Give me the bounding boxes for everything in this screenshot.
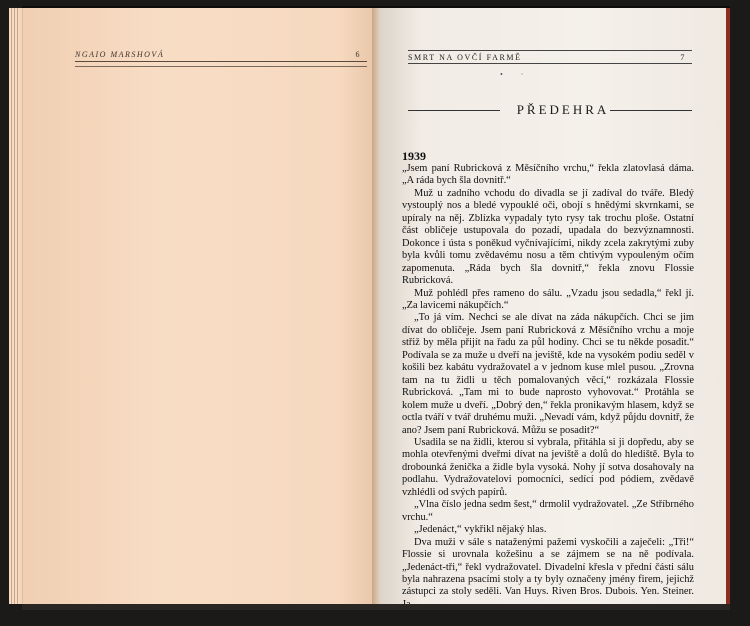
paragraph: Muž pohlédl přes rameno do sálu. „Vzadu jsou sedadla,“ řekl jí. „Za lavicemi nákupčích.“	[402, 287, 694, 311]
chapter-rule-left	[408, 110, 500, 111]
paragraph: „Jedenáct,“ vykřikl nějaký hlas.	[414, 524, 547, 536]
left-header-rule	[75, 66, 367, 67]
section-year: 1939	[402, 149, 426, 163]
left-page	[22, 8, 375, 604]
paragraph: „Vlna číslo jedna sedm šest,“ drmolil vydražovatel. „Ze Stříbrného vrchu.“	[402, 499, 694, 523]
header-author: NGAIO MARSHOVÁ	[75, 50, 165, 59]
left-running-header	[75, 50, 367, 62]
header-title: SMRT NA OVČÍ FARMĚ	[408, 53, 522, 62]
paragraph: Dva muži v sále s nataženými pažemi vyskočili a zaječeli: „Tři!“ Flossie si urovnala kožešinu a se zájmem se na ně podívala. „Jedenáct-tři,“ řekl vydražovatel. Divadelní křesla v přední části sálu byla nahrazena psacími stoly a ty byly označeny jmény firem, jejichž zástupci za stoly seděli. Van Huys. Riven Bros. Dubois. Yen. Steiner.	[402, 536, 694, 598]
left-page-number: 6	[355, 50, 361, 59]
right-page-number: 7	[680, 53, 686, 62]
chapter-heading	[408, 102, 692, 118]
paragraph: „To já vím. Nechci se ale dívat na záda nákupčích. Chci se jim dívat do obličeje. Jsem paní Rubricková z Měsíčního vrchu a moje střiž by měla přijít na řadu za půl hodiny. Chci se tu někde posadit.“ Podívala se za muže u dveří na jeviště, kde na vysokém podiu seděl v košili bez kabátu vydražovatel a v jednom kuse mlel pusou. „Zrovna tam na tu židli u těch pomalovaných věcí,“ rozkázala Flossie Rubricková. „Tam mi to bude naprosto vyhovovat.“ Protáhla se kolem muže u dveří. „Dobrý den,“ řekla pronikavým hlasem, když se octla tváří v tvář druhému muži. „Nevadí vám, když půjdu dovnitř, že ano? Jsem paní Rubricková. Můžu se posadit?“	[402, 312, 694, 436]
cover-edge	[726, 8, 730, 604]
body-text	[402, 150, 694, 611]
paragraph: Usadila se na židli, kterou si vybrala, přitáhla si ji dopředu, aby se mohla otevřenými dveřmi dívat na jeviště a dolů do hlediště. Byla to drobounká ženička a židle byla vysoká. Nohy jí sotva dosahovaly na podlahu. Vydražovatelovi pomocníci, sedící pod pódiem, zvědavě vzhlédli od svých papírů.	[402, 436, 694, 498]
right-page	[380, 8, 726, 604]
paragraph: Muž u zadního vchodu do divadla se jí zadíval do tváře. Bledý vystouplý nos a bledé vypouklé oči, obojí s hnědými skvrnkami, se upíraly na něj. Zblízka vypadaly tyto rysy tak trochu ploše. Ostatní část obličeje ustupovala do pozadí, upadala do bezvýznamnosti. Dokonce i ústa s poněkud vyčnívajícími, nikdy zcela zakrytými zuby byla kvůli tomu zvědavému nosu a těm chtivým vypouleným očím zapomenuta. „Ráda bych šla dovnitř,“ řekla znovu Flossie Rubricková.	[402, 187, 694, 287]
right-running-header	[408, 50, 692, 64]
print-specks: • ·	[500, 70, 524, 79]
chapter-rule-right	[610, 110, 692, 111]
page-stack-edge	[9, 8, 19, 604]
paragraph: „Jsem paní Rubricková z Měsíčního vrchu,“ řekla zlatovlasá dáma. „A ráda bych šla dovnitř.“	[402, 163, 694, 187]
chapter-title: PŘEDEHRA	[516, 102, 610, 117]
bottom-edge	[22, 604, 730, 610]
